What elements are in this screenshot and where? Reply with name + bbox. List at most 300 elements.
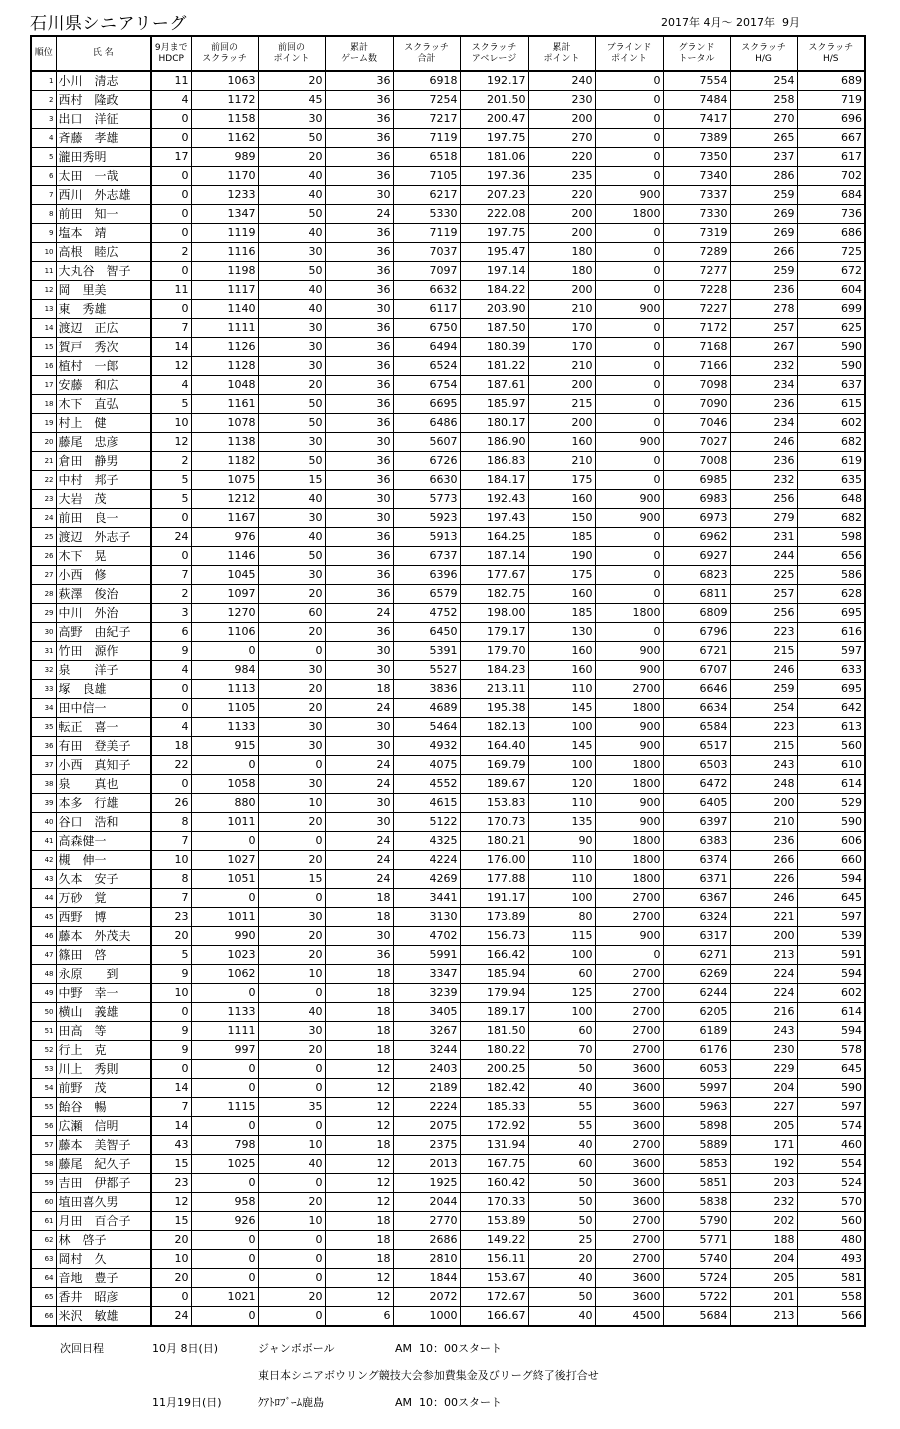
- cell-prev-point: 50: [258, 414, 325, 433]
- cell-scratch-average: 169.79: [460, 756, 528, 775]
- cell-total-games: 36: [325, 528, 393, 547]
- cell-prev-point: 40: [258, 281, 325, 300]
- cell-rank: 5: [31, 148, 56, 167]
- cell-scratch-hs: 699: [797, 300, 865, 319]
- cell-scratch-hg: 204: [730, 1250, 797, 1269]
- event2-date: 11月19日(日): [152, 1396, 222, 1409]
- cell-blind-point: 0: [595, 129, 663, 148]
- cell-scratch-average: 153.89: [460, 1212, 528, 1231]
- cell-blind-point: 0: [595, 357, 663, 376]
- cell-scratch-hs: 602: [797, 414, 865, 433]
- cell-prev-scratch: 0: [191, 756, 258, 775]
- cell-total-games: 12: [325, 1288, 393, 1307]
- cell-grand-total: 7090: [663, 395, 730, 414]
- cell-name: 岡 里美: [56, 281, 151, 300]
- cell-name: 米沢 敏雄: [56, 1307, 151, 1327]
- cell-prev-scratch: 976: [191, 528, 258, 547]
- cell-scratch-average: 166.42: [460, 946, 528, 965]
- table-row: [31, 1193, 865, 1212]
- cell-scratch-hg: 204: [730, 1079, 797, 1098]
- cell-grand-total: 7319: [663, 224, 730, 243]
- cell-prev-point: 20: [258, 699, 325, 718]
- cell-total-point: 170: [528, 319, 595, 338]
- cell-hdcp: 4: [151, 718, 191, 737]
- cell-blind-point: 0: [595, 946, 663, 965]
- cell-grand-total: 6985: [663, 471, 730, 490]
- cell-scratch-average: 172.67: [460, 1288, 528, 1307]
- cell-prev-point: 20: [258, 946, 325, 965]
- cell-total-games: 12: [325, 1060, 393, 1079]
- cell-total-point: 170: [528, 338, 595, 357]
- cell-total-games: 36: [325, 547, 393, 566]
- table-row: [31, 1288, 865, 1307]
- cell-total-games: 24: [325, 870, 393, 889]
- cell-hdcp: 9: [151, 1022, 191, 1041]
- cell-name: 賀戸 秀次: [56, 338, 151, 357]
- cell-prev-point: 20: [258, 1041, 325, 1060]
- column-header-scratch-total: スクラッチ 合計: [393, 36, 460, 71]
- cell-blind-point: 900: [595, 927, 663, 946]
- cell-name: 埴田喜久男: [56, 1193, 151, 1212]
- table-row: [31, 870, 865, 889]
- cell-prev-point: 15: [258, 471, 325, 490]
- cell-hdcp: 0: [151, 110, 191, 129]
- cell-rank: 23: [31, 490, 56, 509]
- cell-hdcp: 0: [151, 509, 191, 528]
- cell-prev-scratch: 0: [191, 1231, 258, 1250]
- cell-name: 東 秀雄: [56, 300, 151, 319]
- cell-grand-total: 5722: [663, 1288, 730, 1307]
- cell-rank: 24: [31, 509, 56, 528]
- cell-scratch-total: 4932: [393, 737, 460, 756]
- cell-hdcp: 0: [151, 167, 191, 186]
- cell-scratch-hg: 269: [730, 205, 797, 224]
- cell-scratch-hs: 682: [797, 433, 865, 452]
- cell-scratch-hg: 200: [730, 927, 797, 946]
- cell-scratch-total: 3130: [393, 908, 460, 927]
- cell-rank: 43: [31, 870, 56, 889]
- cell-grand-total: 5740: [663, 1250, 730, 1269]
- cell-prev-scratch: 1162: [191, 129, 258, 148]
- cell-total-games: 36: [325, 946, 393, 965]
- cell-hdcp: 18: [151, 737, 191, 756]
- table-row: [31, 471, 865, 490]
- cell-scratch-total: 1000: [393, 1307, 460, 1327]
- cell-scratch-average: 185.33: [460, 1098, 528, 1117]
- cell-grand-total: 6927: [663, 547, 730, 566]
- cell-scratch-average: 187.61: [460, 376, 528, 395]
- table-row: [31, 490, 865, 509]
- column-header-blind-point: ブラインド ポイント: [595, 36, 663, 71]
- cell-total-games: 30: [325, 433, 393, 452]
- table-row: [31, 851, 865, 870]
- cell-scratch-total: 3441: [393, 889, 460, 908]
- cell-total-point: 180: [528, 262, 595, 281]
- cell-grand-total: 7027: [663, 433, 730, 452]
- cell-scratch-total: 7097: [393, 262, 460, 281]
- cell-prev-scratch: 1347: [191, 205, 258, 224]
- cell-rank: 44: [31, 889, 56, 908]
- cell-scratch-hs: 602: [797, 984, 865, 1003]
- cell-grand-total: 5684: [663, 1307, 730, 1327]
- cell-total-point: 115: [528, 927, 595, 946]
- cell-name: 出口 洋征: [56, 110, 151, 129]
- cell-total-point: 40: [528, 1307, 595, 1327]
- cell-scratch-average: 197.75: [460, 224, 528, 243]
- cell-prev-scratch: 989: [191, 148, 258, 167]
- cell-name: 藤尾 紀久子: [56, 1155, 151, 1174]
- cell-prev-point: 30: [258, 338, 325, 357]
- cell-scratch-hs: 480: [797, 1231, 865, 1250]
- cell-name: 前野 茂: [56, 1079, 151, 1098]
- cell-total-point: 50: [528, 1060, 595, 1079]
- cell-name: 西野 博: [56, 908, 151, 927]
- cell-scratch-hg: 232: [730, 357, 797, 376]
- cell-scratch-hg: 243: [730, 1022, 797, 1041]
- cell-prev-point: 0: [258, 1269, 325, 1288]
- cell-total-point: 200: [528, 110, 595, 129]
- cell-blind-point: 0: [595, 585, 663, 604]
- cell-scratch-hs: 619: [797, 452, 865, 471]
- cell-prev-scratch: 1062: [191, 965, 258, 984]
- cell-rank: 51: [31, 1022, 56, 1041]
- cell-blind-point: 0: [595, 224, 663, 243]
- cell-scratch-average: 203.90: [460, 300, 528, 319]
- cell-blind-point: 0: [595, 91, 663, 110]
- cell-scratch-hs: 554: [797, 1155, 865, 1174]
- cell-prev-point: 10: [258, 794, 325, 813]
- cell-total-point: 60: [528, 1022, 595, 1041]
- cell-blind-point: 1800: [595, 699, 663, 718]
- table-row: [31, 452, 865, 471]
- cell-name: 万砂 覚: [56, 889, 151, 908]
- cell-scratch-total: 7119: [393, 129, 460, 148]
- cell-total-games: 36: [325, 452, 393, 471]
- cell-scratch-average: 177.88: [460, 870, 528, 889]
- cell-scratch-total: 5913: [393, 528, 460, 547]
- cell-scratch-hg: 221: [730, 908, 797, 927]
- cell-total-games: 30: [325, 300, 393, 319]
- cell-scratch-total: 6450: [393, 623, 460, 642]
- cell-scratch-average: 160.42: [460, 1174, 528, 1193]
- cell-name: 斉藤 孝雄: [56, 129, 151, 148]
- cell-name: 中野 幸一: [56, 984, 151, 1003]
- cell-rank: 33: [31, 680, 56, 699]
- cell-scratch-hg: 266: [730, 243, 797, 262]
- cell-name: 竹田 源作: [56, 642, 151, 661]
- cell-blind-point: 0: [595, 395, 663, 414]
- cell-prev-point: 40: [258, 300, 325, 319]
- cell-total-point: 160: [528, 433, 595, 452]
- cell-scratch-total: 7105: [393, 167, 460, 186]
- table-row: [31, 699, 865, 718]
- cell-total-games: 36: [325, 376, 393, 395]
- cell-total-games: 36: [325, 338, 393, 357]
- cell-blind-point: 0: [595, 566, 663, 585]
- cell-scratch-average: 189.67: [460, 775, 528, 794]
- cell-blind-point: 2700: [595, 908, 663, 927]
- cell-prev-scratch: 1161: [191, 395, 258, 414]
- cell-blind-point: 2700: [595, 984, 663, 1003]
- cell-prev-scratch: 1075: [191, 471, 258, 490]
- cell-hdcp: 26: [151, 794, 191, 813]
- cell-blind-point: 0: [595, 547, 663, 566]
- cell-grand-total: 6367: [663, 889, 730, 908]
- cell-name: 高根 睦広: [56, 243, 151, 262]
- cell-grand-total: 6973: [663, 509, 730, 528]
- cell-scratch-hg: 205: [730, 1269, 797, 1288]
- cell-blind-point: 2700: [595, 1022, 663, 1041]
- cell-prev-point: 50: [258, 205, 325, 224]
- cell-rank: 4: [31, 129, 56, 148]
- cell-rank: 19: [31, 414, 56, 433]
- cell-scratch-average: 184.17: [460, 471, 528, 490]
- cell-scratch-hg: 200: [730, 794, 797, 813]
- table-row: [31, 1022, 865, 1041]
- cell-rank: 36: [31, 737, 56, 756]
- cell-prev-point: 30: [258, 357, 325, 376]
- cell-rank: 62: [31, 1231, 56, 1250]
- cell-name: 西村 隆政: [56, 91, 151, 110]
- cell-scratch-hs: 684: [797, 186, 865, 205]
- cell-prev-scratch: 958: [191, 1193, 258, 1212]
- cell-prev-point: 20: [258, 813, 325, 832]
- cell-scratch-average: 184.22: [460, 281, 528, 300]
- column-header-name: 氏 名: [56, 36, 151, 71]
- cell-rank: 65: [31, 1288, 56, 1307]
- cell-scratch-total: 2810: [393, 1250, 460, 1269]
- table-row: [31, 1098, 865, 1117]
- cell-prev-point: 30: [258, 718, 325, 737]
- cell-prev-point: 15: [258, 870, 325, 889]
- cell-hdcp: 7: [151, 319, 191, 338]
- cell-blind-point: 900: [595, 737, 663, 756]
- cell-rank: 16: [31, 357, 56, 376]
- cell-blind-point: 2700: [595, 1041, 663, 1060]
- cell-rank: 60: [31, 1193, 56, 1212]
- cell-scratch-average: 179.94: [460, 984, 528, 1003]
- cell-prev-point: 20: [258, 851, 325, 870]
- cell-total-games: 24: [325, 205, 393, 224]
- table-row: [31, 71, 865, 91]
- cell-scratch-average: 172.92: [460, 1117, 528, 1136]
- cell-blind-point: 1800: [595, 205, 663, 224]
- cell-scratch-hs: 594: [797, 965, 865, 984]
- cell-scratch-total: 6737: [393, 547, 460, 566]
- cell-prev-point: 0: [258, 889, 325, 908]
- cell-scratch-hg: 279: [730, 509, 797, 528]
- table-row: [31, 756, 865, 775]
- cell-total-point: 230: [528, 91, 595, 110]
- cell-hdcp: 0: [151, 547, 191, 566]
- cell-scratch-hs: 682: [797, 509, 865, 528]
- cell-total-games: 18: [325, 1003, 393, 1022]
- cell-rank: 7: [31, 186, 56, 205]
- cell-scratch-hs: 560: [797, 737, 865, 756]
- cell-scratch-hg: 269: [730, 224, 797, 243]
- cell-scratch-hg: 202: [730, 1212, 797, 1231]
- table-row: [31, 623, 865, 642]
- cell-scratch-total: 5773: [393, 490, 460, 509]
- cell-total-games: 6: [325, 1307, 393, 1327]
- cell-total-point: 185: [528, 604, 595, 623]
- cell-scratch-hg: 246: [730, 889, 797, 908]
- cell-grand-total: 7340: [663, 167, 730, 186]
- cell-rank: 64: [31, 1269, 56, 1288]
- cell-scratch-average: 166.67: [460, 1307, 528, 1327]
- cell-scratch-hs: 625: [797, 319, 865, 338]
- cell-rank: 48: [31, 965, 56, 984]
- cell-total-games: 18: [325, 965, 393, 984]
- cell-scratch-total: 3267: [393, 1022, 460, 1041]
- table-row: [31, 376, 865, 395]
- cell-blind-point: 1800: [595, 604, 663, 623]
- cell-blind-point: 1800: [595, 756, 663, 775]
- cell-prev-scratch: 0: [191, 889, 258, 908]
- cell-name: 大丸谷 智子: [56, 262, 151, 281]
- cell-total-games: 12: [325, 1098, 393, 1117]
- cell-name: 萩澤 俊治: [56, 585, 151, 604]
- meeting-note: 東日本シニアボウリング競技大会参加費集金及びリーグ終了後打合せ: [258, 1369, 599, 1382]
- cell-rank: 26: [31, 547, 56, 566]
- cell-rank: 15: [31, 338, 56, 357]
- cell-prev-scratch: 1167: [191, 509, 258, 528]
- cell-blind-point: 3600: [595, 1098, 663, 1117]
- cell-scratch-hs: 598: [797, 528, 865, 547]
- cell-hdcp: 14: [151, 1079, 191, 1098]
- cell-grand-total: 7228: [663, 281, 730, 300]
- cell-prev-point: 0: [258, 642, 325, 661]
- cell-scratch-total: 5391: [393, 642, 460, 661]
- cell-scratch-hg: 213: [730, 946, 797, 965]
- cell-hdcp: 11: [151, 71, 191, 91]
- cell-prev-point: 45: [258, 91, 325, 110]
- cell-total-games: 24: [325, 851, 393, 870]
- cell-rank: 21: [31, 452, 56, 471]
- cell-name: 高野 由紀子: [56, 623, 151, 642]
- table-row: [31, 300, 865, 319]
- cell-grand-total: 6584: [663, 718, 730, 737]
- table-row: [31, 167, 865, 186]
- cell-scratch-average: 179.70: [460, 642, 528, 661]
- cell-blind-point: 900: [595, 300, 663, 319]
- cell-blind-point: 0: [595, 319, 663, 338]
- cell-rank: 40: [31, 813, 56, 832]
- cell-total-games: 36: [325, 623, 393, 642]
- cell-name: 川上 秀則: [56, 1060, 151, 1079]
- cell-total-point: 110: [528, 794, 595, 813]
- cell-prev-scratch: 0: [191, 1269, 258, 1288]
- cell-grand-total: 5889: [663, 1136, 730, 1155]
- cell-hdcp: 10: [151, 851, 191, 870]
- cell-scratch-hs: 604: [797, 281, 865, 300]
- cell-scratch-average: 200.47: [460, 110, 528, 129]
- cell-prev-point: 40: [258, 1003, 325, 1022]
- column-header-rank: 順位: [31, 36, 56, 71]
- cell-hdcp: 5: [151, 395, 191, 414]
- cell-prev-scratch: 990: [191, 927, 258, 946]
- cell-scratch-hs: 616: [797, 623, 865, 642]
- cell-name: 植村 一郎: [56, 357, 151, 376]
- cell-rank: 29: [31, 604, 56, 623]
- cell-scratch-total: 6217: [393, 186, 460, 205]
- cell-grand-total: 7098: [663, 376, 730, 395]
- cell-rank: 61: [31, 1212, 56, 1231]
- cell-grand-total: 7417: [663, 110, 730, 129]
- cell-rank: 2: [31, 91, 56, 110]
- cell-total-point: 90: [528, 832, 595, 851]
- cell-hdcp: 20: [151, 1269, 191, 1288]
- cell-scratch-total: 5991: [393, 946, 460, 965]
- cell-total-games: 36: [325, 566, 393, 585]
- cell-scratch-hg: 216: [730, 1003, 797, 1022]
- cell-rank: 45: [31, 908, 56, 927]
- cell-name: 飴谷 暢: [56, 1098, 151, 1117]
- cell-scratch-hs: 645: [797, 1060, 865, 1079]
- cell-prev-scratch: 0: [191, 1079, 258, 1098]
- cell-scratch-average: 153.67: [460, 1269, 528, 1288]
- cell-total-games: 30: [325, 794, 393, 813]
- cell-name: 藤本 外茂夫: [56, 927, 151, 946]
- table-row: [31, 775, 865, 794]
- cell-scratch-total: 5607: [393, 433, 460, 452]
- cell-scratch-hg: 246: [730, 433, 797, 452]
- cell-hdcp: 6: [151, 623, 191, 642]
- cell-scratch-hs: 667: [797, 129, 865, 148]
- table-row: [31, 91, 865, 110]
- cell-hdcp: 0: [151, 1288, 191, 1307]
- cell-total-point: 185: [528, 528, 595, 547]
- cell-scratch-average: 181.06: [460, 148, 528, 167]
- cell-scratch-hg: 254: [730, 699, 797, 718]
- cell-prev-scratch: 1212: [191, 490, 258, 509]
- cell-total-point: 100: [528, 718, 595, 737]
- cell-hdcp: 12: [151, 357, 191, 376]
- table-row: [31, 110, 865, 129]
- cell-rank: 31: [31, 642, 56, 661]
- cell-hdcp: 20: [151, 1231, 191, 1250]
- cell-scratch-hg: 234: [730, 376, 797, 395]
- cell-blind-point: 0: [595, 262, 663, 281]
- cell-grand-total: 6405: [663, 794, 730, 813]
- cell-grand-total: 6317: [663, 927, 730, 946]
- cell-total-point: 110: [528, 870, 595, 889]
- cell-blind-point: 3600: [595, 1269, 663, 1288]
- table-row: [31, 566, 865, 585]
- cell-blind-point: 900: [595, 433, 663, 452]
- cell-scratch-hg: 210: [730, 813, 797, 832]
- cell-grand-total: 6796: [663, 623, 730, 642]
- cell-total-point: 175: [528, 566, 595, 585]
- cell-prev-point: 40: [258, 167, 325, 186]
- cell-total-point: 210: [528, 357, 595, 376]
- cell-scratch-hs: 590: [797, 338, 865, 357]
- cell-name: 西川 外志雄: [56, 186, 151, 205]
- cell-prev-point: 30: [258, 243, 325, 262]
- cell-name: 藤尾 忠彦: [56, 433, 151, 452]
- cell-total-games: 24: [325, 604, 393, 623]
- cell-hdcp: 15: [151, 1212, 191, 1231]
- cell-grand-total: 5963: [663, 1098, 730, 1117]
- cell-scratch-total: 6632: [393, 281, 460, 300]
- cell-hdcp: 2: [151, 452, 191, 471]
- cell-prev-scratch: 1011: [191, 813, 258, 832]
- cell-rank: 54: [31, 1079, 56, 1098]
- cell-total-point: 120: [528, 775, 595, 794]
- cell-total-point: 80: [528, 908, 595, 927]
- cell-scratch-hs: 689: [797, 71, 865, 91]
- cell-blind-point: 900: [595, 794, 663, 813]
